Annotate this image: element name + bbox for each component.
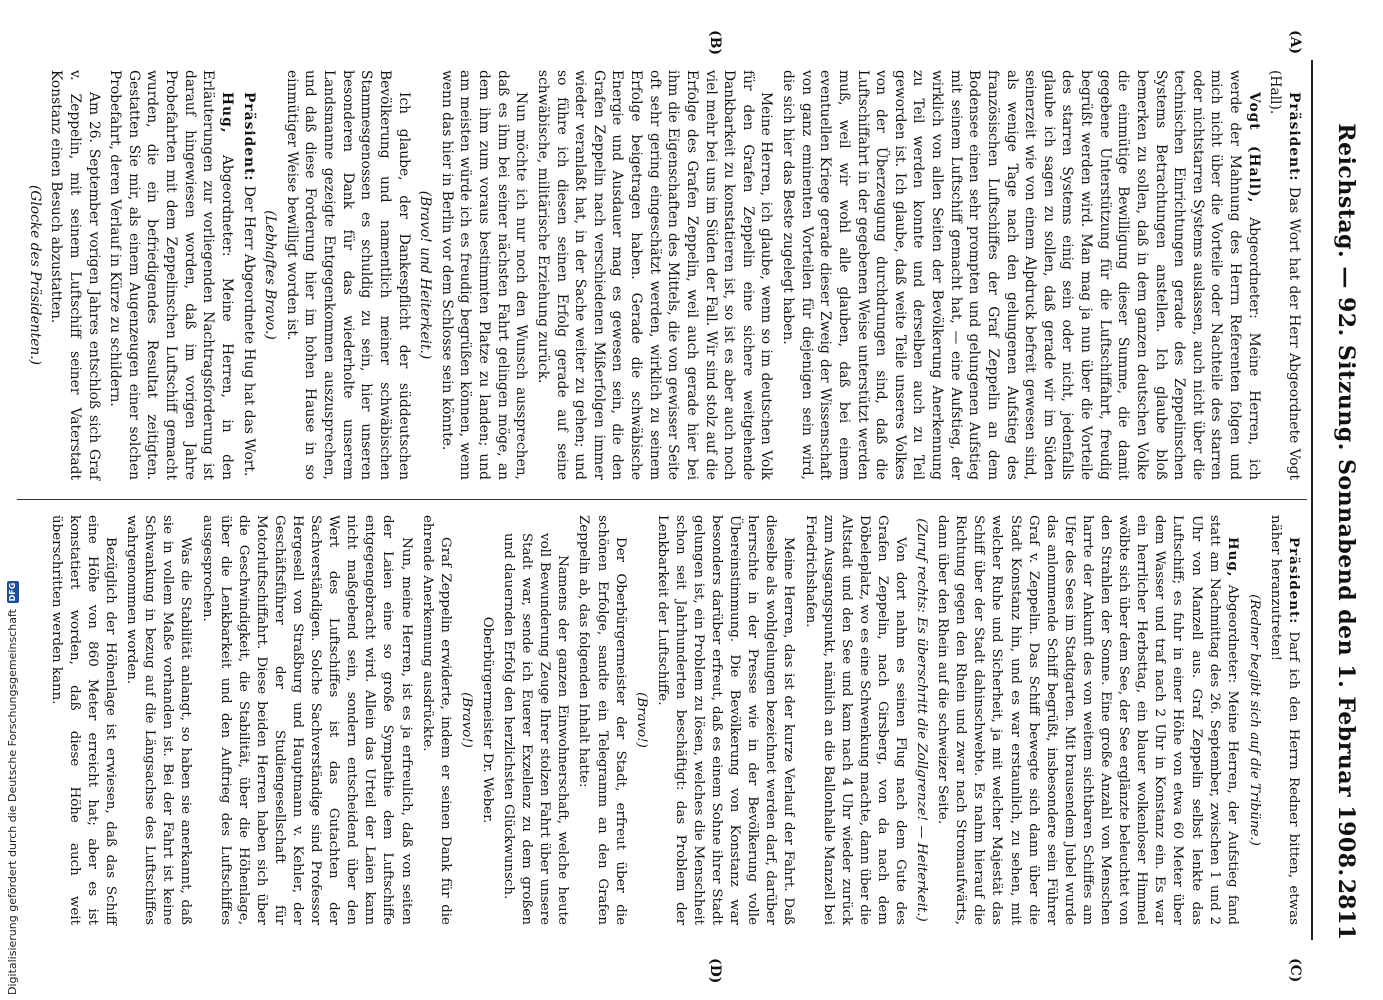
dfg-logo-icon: DFG: [7, 582, 17, 602]
body-paragraph: Graf Zeppelin erwiderte, indem er seinen Dank für die ehrende Anerkennung ausdrückte.: [419, 515, 453, 925]
speech-text: Der Herr Abgeordnete Hug hat das Wort.: [240, 185, 257, 477]
margin-letter-a: (A): [1287, 30, 1303, 55]
speech-paragraph: [933, 515, 1242, 925]
page-title: Reichstag. — 92. Sitzung. Sonnabend den 1. Februar 1908.: [1333, 123, 1359, 877]
speech-text: Das Wort hat der Herr Abgeordnete Vogt (Hall).: [1267, 70, 1302, 480]
speaker-name: Hug,: [1224, 537, 1241, 578]
speech-text: Abgeordneter: Meine Herren, in den Erläuterungen zur vorliegenden Nachtragsforderung ist darauf hingewiesen worden, daß im vorigen Jahre Probefahrten mit dem Zeppelinschen Luftschiff gemacht wurden, die ein befriedigendes Resultat zeitigten. Gestatten Sie mir, als einem Augenzeugen einer solchen Probefahrt, deren Verlauf in Kürze zu schildern.: [107, 70, 235, 480]
speech-text: Darf ich den Herrn Redner bitten, etwas näher heranzutreten!: [1267, 515, 1301, 925]
body-paragraph: Von dort nahm es seinen Flug nach dem Gute des Grafen Zeppelin, nach Girsberg, von da nach dem Döbeleplatz, wo es eine Schwenkung machte, dann über die Altstadt und den See und kam nach 4 Uhr wieder zurück zum Ausgangspunkt, nämlich an die Ballonhalle Manzell bei Friedrichshafen.: [802, 515, 909, 925]
stage-direction: (Bravo! und Heiterkeit.): [417, 190, 434, 360]
speech-paragraph: [1266, 515, 1303, 925]
speech-paragraph: [779, 70, 1263, 480]
page-number: 2811: [1333, 878, 1359, 940]
telegram-quote: Namens der ganzen Einwohnerschaft, welche heute voll Bewunderung Zeuge Ihrer stolzen Fahrt über unsere Stadt war, sende ich Euerer Exzellenz zu dem großen und dauernden Erfolg den herzlichsten Glückwunsch.: [501, 533, 571, 925]
stage-direction: (Redner begibt sich auf die Tribüne.): [1246, 594, 1262, 846]
body-paragraph: Ich glaube, der Dankespflicht der süddeutschen Bevölkerung und namentlich meiner schwäbischen Stammesgenossen es schuldig zu sein, hier unseren besonderen Dank für das wiederholte unserem Landsmanne gezeigte Entgegenkommen auszusprechen, und daß diese Forderung hier im hohen Hause in so einmütiger Weise bewilligt worden ist.: [283, 70, 412, 480]
speaker-name: Präsident:: [1286, 92, 1302, 182]
column-divider: [17, 499, 1307, 500]
stage-direction: (Bravo!): [458, 692, 474, 748]
speech-text: Abgeordneter: Meine Herren, ich werde der Mahnung des Herrn Referenten folgen und mich nicht über die Vorteile oder Nachteile des starren oder nichtstarren Systems auslassen, auch nicht über die technischen Einrichtungen gerade des Zeppelinschen Systems Betrachtungen anstellen. Ich glaube bloß bemerken zu sollen, daß in dem ganzen deutschen Volke die einmütige Bewilligung dieser Summe, die damit gegebene Unterstützung für die Luftschiffahrt, freudig begrüßt werden wird. Man mag ja nun über die Vorteile des starren Systems einig sein oder nicht, jedenfalls glaube ich sagen zu sollen, daß gerade wir im Süden seinerzeit wie von einem Alpdruck befreit gewesen sind, als wenige Tage nach den gelungenen Aufstieg des französischen Luftschiffes der Graf Zeppelin an dem Bodensee einen sehr prompten und gelungenen Aufstieg mit seinem Luftschiff gemacht hat, — eine Aufstieg, der wirklich von allen Seiten der Bevölkerung Anerkennung zu Teil werden konnte und derselben auch zu Teil geworden ist. Ich glaube, daß weite Teile unseres Volkes von der Überzeugung durchdrungen sind, daß die Luftschiffahrt in der gegebenen Weise unterstützt werden muß, weil wir wohl alle glauben, daß bei einem eventuellen Kriege gerade dieser Zweig der Wissenschaft von ganz eminenten Vorteilen für diejenigen sein wird, die sich hier das Beste zugelegt haben.: [780, 70, 1262, 481]
stage-direction: (Zuruf rechts: Es überschritt die Zollgrenze! — Heiterkeit.): [914, 518, 930, 922]
margin-letter-d: (D): [707, 958, 723, 984]
page-header: [1313, 60, 1363, 940]
stage-direction: (Lebhaftes Bravo.): [262, 210, 279, 340]
right-column: [44, 515, 1303, 925]
body-paragraph: Bezüglich der Höhenlage ist erwiesen, daß das Schiff eine Höhe von 860 Meter erreicht hat; aber es ist konstatiert worden, daß diese Höhe auch weit überschritten werden kann.: [48, 515, 119, 925]
speech-paragraph: [106, 70, 236, 480]
left-column: [22, 70, 1303, 480]
speaker-name: Präsident:: [240, 92, 257, 182]
speech-text: Abgeordneter: Meine Herren, der Aufstieg fand statt am Nachmittag des 26. September, zwischen 1 und 2 Uhr von Manzell aus. Graf Zeppelin selbst lenkte das Luftschiff; es fuhr in einer Höhe von etwa 60 Meter über dem Wasser und traf nach 2 Uhr in Konstanz ein. Es war ein herrlicher Herbsttag, ein blauer wolkenloser Himmel wölbte sich über dem See, der See erglänzte beleuchtet von den Strahlen der Sonne. Eine große Anzahl von Menschen harrte der Ankunft des von weitem sichtbaren Schiffes am Ufer des Sees im Stadtgarten. Mit brausendem Jubel wurde das anlommende Schiff begrüßt, insbesondere sein Führer Graf v. Zeppelin. Das Schiff bewegte sich dann über die Stadt Konstanz hin, und es war erstaunlich, zu sehen, mit welcher Ruhe und Sicherheit, ja mit welcher Majestät das Schiff über der Stadt dahinschwebte. Es nahm hierauf die Richtung gegen den Rhein und zwar nach Stromaufwärts, dann über den Rhein auf die schweizer Seite.: [935, 515, 1240, 925]
body-paragraph: Der Oberbürgermeister der Stadt, erfreut über die schönen Erfolge, sandte ein Telegramm an den Grafen Zeppelin ab, das folgenden Inhalt hatte:: [576, 515, 628, 925]
margin-letter-c: (C): [1287, 958, 1303, 983]
speaker-name: Vogt (Hall),: [1245, 92, 1262, 204]
body-paragraph: Meine Herren, ich glaube, wenn so im deutschen Volk für den Grafen Zeppelin eine sichere weitgehende Dankbarkeit zu konstatieren ist, so ist es aber auch noch viel mehr bei uns im Süden der Fall. Wir sind stolz auf die Erfolge des Grafen Zeppelin, weil auch gerade hier bei ihm die Eigenschaften des Mittels, die von gewisser Seite oft sehr gering eingeschätzt werden, wirklich zu seinem Erfolge beigetragen haben. Gerade die schwäbische Energie und Ausdauer mag es gewesen sein, die den Grafen Zeppelin nach verschiedenen Mißerfolgen immer wieder veranlaßt hat, in der Sache weiter zu gehen; und so führe ich diesen seinen Erfolg gerade auf seine schwäbische, militärische Erziehung zurück.: [535, 70, 775, 480]
body-paragraph: Nun möchte ich nur noch den Wunsch aussprechen, daß es ihm bei seiner nächsten Fahrt gelingen möge, an dem ihm zum voraus bestimmten Platze zu landen; und am meisten würde ich es freudig begrüßen können, wenn wenn das hier in Berlin vor dem Schlosse sein könnte.: [438, 70, 530, 480]
body-paragraph: Nun, meine Herren, ist es ja erfreulich, daß von seiten der Laien eine so große Sympathie dem Luftschiffe entgegengebracht wird. Allein das Urteil der Laien kann nicht maßgebend sein, sondern entscheidend über den Wert des Luftschiffes ist das Gutachten der Sachverständigen. Solche Sachverständige sind Professor Hergesell von Straßburg und Hauptmann v. Kehler, der Geschäftsführer der Studiengesellschaft für Motorluftschiffahrt. Diese beiden Herren haben sich über die Geschwindigkeit, die Stabilität, über die Höhenlage, über die Lenkbarkeit und den Auftrieg des Luftschiffes ausgesprochen.: [199, 515, 414, 925]
body-paragraph: Meine Herren, das ist der kurze Verlauf der Fahrt. Daß dieselbe als wohlgelungen bezeichnet werden darf, darüber herrschte in der Presse wie in der Bevölkerung volle Übereinstimmung. Die Bevölkerung von Konstanz war besonders darüber erfreut, daß es einem Sohne ihrer Stadt gelungen ist, ein Problem zu lösen, welches die Menschheit schon seit Jahrhunderten beschäftigt: das Problem der Lenkbarkeit der Luftschiffe.: [654, 515, 797, 925]
header-rule: [1311, 60, 1313, 940]
speaker-name: Hug,: [219, 92, 235, 134]
digitization-credit: [6, 581, 19, 995]
stage-direction: (Glocke des Präsidenten.): [26, 184, 43, 366]
margin-letter-b: (B): [707, 30, 723, 56]
body-paragraph: Was die Stabilität anlangt, so haben sie anerkannt, daß sie in vollem Maße vorhanden ist. Bei der Fahrt ist keine Schwankung in bezug auf die Längsachse des Luftschiffes wahrgenommen worden.: [124, 515, 194, 925]
speech-paragraph: [1266, 70, 1303, 480]
stage-direction: (Bravo!): [633, 692, 649, 748]
telegram-signature: Oberbürgermeister Dr. Weber.: [479, 616, 495, 824]
credit-text: Digitalisierung gefördert durch die Deutsche Forschungsgemeinschaft: [6, 609, 19, 995]
speaker-name: Präsident:: [1286, 537, 1302, 625]
body-paragraph: Am 26. September vorigen Jahres entschloß sich Graf v. Zeppelin, mit seinem Luftschiff seiner Vaterstadt Konstanz einen Besuch abzustatten.: [48, 70, 102, 480]
speech-paragraph: [239, 70, 258, 480]
